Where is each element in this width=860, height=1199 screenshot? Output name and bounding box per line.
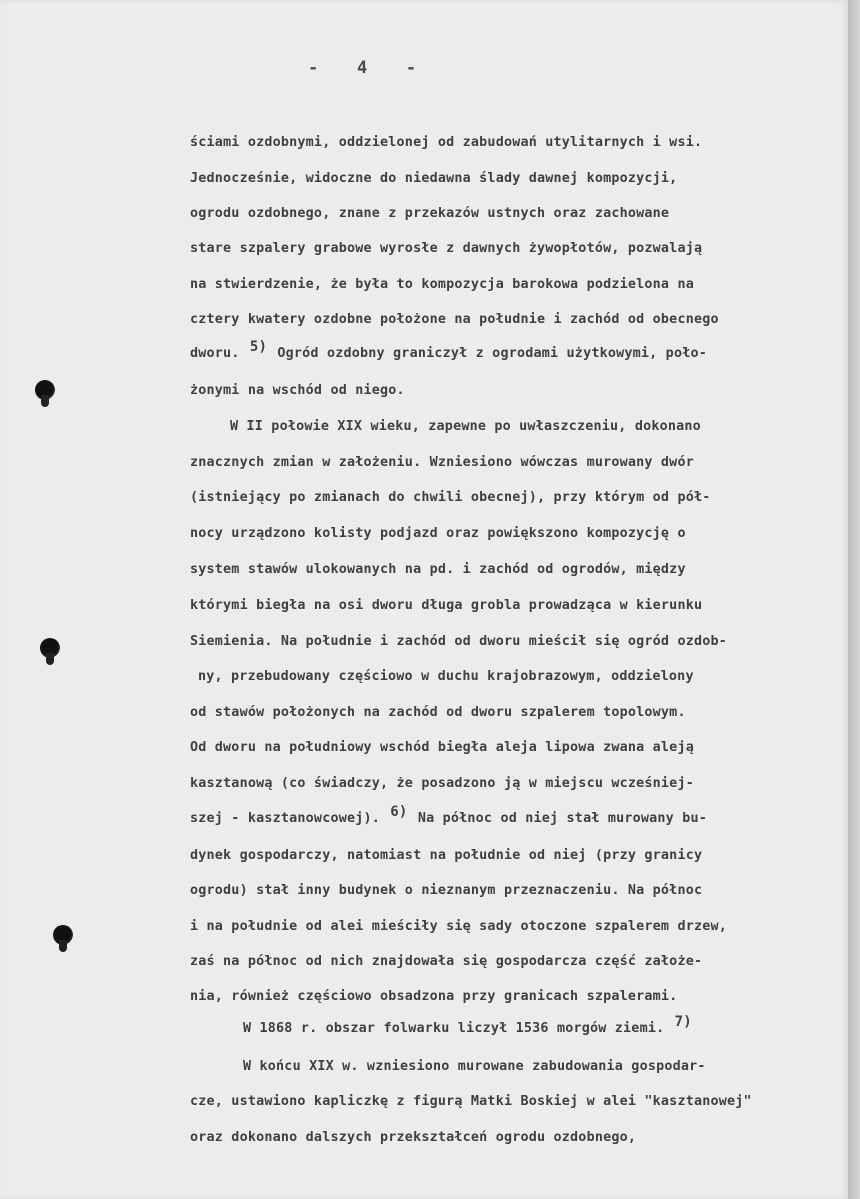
text-line: nia, również częściowo obsadzona przy granicach szpalerami. [190, 989, 678, 1004]
text-line: W końcu XIX w. wzniesiono murowane zabudowania gospodar- [243, 1059, 706, 1074]
page-edge [848, 0, 860, 1199]
text-line: od stawów położonych na zachód od dworu szpalerem topolowym. [190, 705, 686, 720]
punch-hole [40, 638, 60, 658]
text-line: żonymi na wschód od niego. [190, 383, 405, 398]
text-line: ogrodu ozdobnego, znane z przekazów ustnych oraz zachowane [190, 206, 670, 221]
text-line: ny, przebudowany częściowo w duchu krajobrazowym, oddzielony [198, 669, 694, 684]
text-line [243, 1014, 694, 1036]
punch-hole [35, 380, 55, 400]
text-segment: dworu. [190, 346, 240, 361]
text-line: i na południe od alei mieściły się sady otoczone szpalerem drzew, [190, 919, 728, 934]
text-line: cze, ustawiono kapliczkę z figurą Matki Boskiej w alei "kasztanowej" [190, 1094, 752, 1109]
text-line: na stwierdzenie, że była to kompozycja barokowa podzielona na [190, 277, 694, 292]
text-line: ściami ozdobnymi, oddzielonej od zabudowań utylitarnych i wsi. [190, 135, 703, 150]
text-line: Jednocześnie, widoczne do niedawna ślady dawnej kompozycji, [190, 171, 678, 186]
text-line: Siemienia. Na południe i zachód od dworu mieścił się ogród ozdob- [190, 634, 728, 649]
text-line: nocy urządzono kolisty podjazd oraz powiększono kompozycję o [190, 526, 686, 541]
text-line: stare szpalery grabowe wyrosłe z dawnych żywopłotów, pozwalają [190, 241, 703, 256]
text-line: Od dworu na południowy wschód biegła aleja lipowa zwana aleją [190, 740, 694, 755]
text-segment: Ogród ozdobny graniczył z ogrodami użytkowymi, poło- [277, 346, 707, 361]
text-line: ogrodu) stał inny budynek o nieznanym przeznaczeniu. Na północ [190, 883, 703, 898]
punch-hole [53, 925, 73, 945]
text-segment: W 1868 r. obszar folwarku liczył 1536 morgów ziemi. [243, 1021, 665, 1036]
text-line: W II połowie XIX wieku, zapewne po uwłaszczeniu, dokonano [230, 419, 701, 434]
footnote-ref: 7) [674, 1014, 692, 1030]
text-line: dynek gospodarczy, natomiast na południe od niej (przy granicy [190, 848, 703, 863]
text-line: kasztanową (co świadczy, że posadzono ją w miejscu wcześniej- [190, 776, 694, 791]
text-line: (istniejący po zmianach do chwili obecnej), przy którym od pół- [190, 490, 711, 505]
footnote-ref: 6) [390, 804, 408, 820]
text-segment: Na północ od niej stał murowany bu- [417, 811, 707, 826]
footnote-ref: 5) [249, 339, 268, 355]
text-line: znacznych zmian w założeniu. Wzniesiono wówczas murowany dwór [190, 455, 694, 470]
text-line: oraz dokonano dalszych przekształceń ogrodu ozdobnego, [190, 1130, 637, 1145]
text-line: cztery kwatery ozdobne położone na południe i zachód od obecnego [190, 312, 719, 327]
text-line: zaś na północ od nich znajdowała się gospodarcza część założe- [190, 954, 703, 969]
text-line: którymi biegła na osi dworu długa grobla prowadząca w kierunku [190, 598, 703, 613]
text-line: system stawów ulokowanych na pd. i zachód od ogrodów, między [190, 562, 686, 577]
page-number: - 4 - [308, 58, 419, 78]
text-segment: szej - kasztanowcowej). [190, 811, 381, 826]
text-line [190, 804, 707, 826]
text-line [190, 339, 707, 361]
